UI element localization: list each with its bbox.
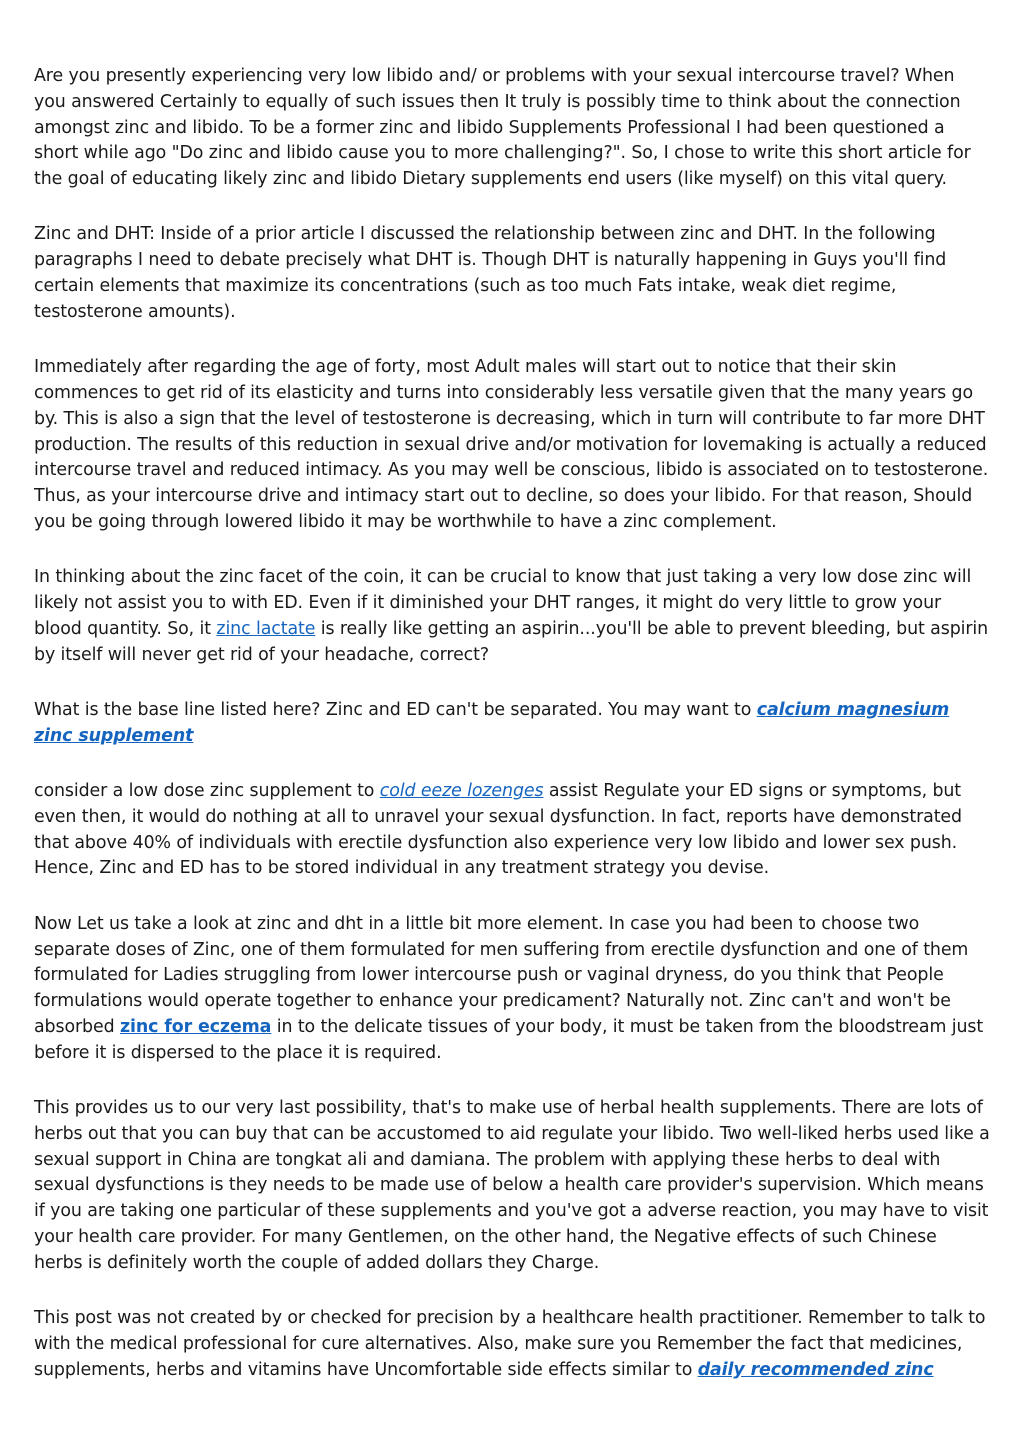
paragraph-text: in to the delicate tissues of your body, it must be taken from the bloodstream just before it is dispersed to the place it is required.: [34, 1016, 984, 1063]
paragraph-herbal-supplements: This provides us to our very last possibility, that's to make use of herbal health supplements. There are lots of herbs out that you can buy that can be accustomed to aid regulate your libido. Two well-liked herbs used like a sexual support in China are tongkat ali and damiana. The problem with applying these herbs to deal with sexual dysfunctions is they needs to be made use of below a health care provider's supervision. Which means if you are taking one particular of these supplements and you've got a adverse reaction, you may have to visit your health care provider. For many Gentlemen, on the other hand, the Negative effects of such Chinese herbs is definitely worth the couple of added dollars they Charge.: [34, 1098, 990, 1273]
paragraph-text: In thinking about the zinc facet of the coin, it can be crucial to know that just taking a very low dose zinc will likely not assist you to with ED. Even if it diminished your DHT ranges, it might do very little to grow your blood quantity. So, it: [34, 567, 972, 639]
paragraph-text: assist Regulate your ED signs or symptoms, but even then, it would do nothing at all to unravel your sexual dysfunction. In fact, reports have demonstrated that above 40% of individuals with erectile dysfunction also experience very low libido and lower sex push. Hence, Zinc and ED has to be stored individual in any treatment strategy you devise.: [34, 781, 962, 879]
link-zinc-for-eczema[interactable]: zinc for eczema: [119, 1016, 272, 1037]
link-calcium-magnesium-zinc-supplement[interactable]: calcium magnesium zinc supplement: [34, 699, 950, 746]
paragraph-text: This post was not created by or checked for precision by a healthcare health practitioner. Remember to talk to with the medical professional for cure alternatives. Also, make sure you Remember the fact that medicines, supplements, herbs and vitamins have Uncomfortable side effects similar to: [34, 1308, 986, 1380]
paragraph-disclaimer: [34, 1306, 990, 1383]
paragraph-text: What is the base line listed here? Zinc and ED can't be separated. You may want to: [34, 699, 757, 720]
paragraph-age-forty: Immediately after regarding the age of forty, most Adult males will start out to notice that their skin commences to get rid of its elasticity and turns into considerably less versatile given that the many years go by. This is also a sign that the level of testosterone is decreasing, which in turn will contribute to far more DHT production. The results of this reduction in sexual drive and/or motivation for lovemaking is actually a reduced intercourse travel and reduced intimacy. As you may well be conscious, libido is associated on to testosterone. Thus, as your intercourse drive and intimacy start out to decline, so does your libido. For that reason, Should you be going through lowered libido it may be worthwhile to have a zinc complement.: [34, 357, 989, 532]
link-zinc-lactate[interactable]: zinc lactate: [216, 618, 316, 639]
paragraph-text: is really like getting an aspirin...you'll be able to prevent bleeding, but aspirin by itself will never get rid of your headache, correct?: [34, 618, 989, 665]
paragraph-zinc-and-dht-detail: [34, 912, 990, 1067]
paragraph-text: consider a low dose zinc supplement to: [34, 781, 380, 802]
paragraph-zinc-dht: Zinc and DHT: Inside of a prior article I discussed the relationship between zinc and DHT. In the following paragraphs I need to debate precisely what DHT is. Though DHT is naturally happening in Guys you'll find certain elements that maximize its concentrations (such as too much Fats intake, weak diet regime, testosterone amounts).: [34, 224, 947, 322]
link-cold-eeze-lozenges[interactable]: cold eeze lozenges: [379, 781, 544, 802]
paragraph-base-line: [34, 698, 990, 750]
link-daily-recommended-zinc[interactable]: daily recommended zinc: [697, 1359, 934, 1380]
paragraph-intro: Are you presently experiencing very low libido and/ or problems with your sexual intercourse travel? When you answered Certainly to equally of such issues then It truly is possibly time to think about the connection amongst zinc and libido. To be a former zinc and libido Supplements Professional I had been questioned a short while ago "Do zinc and libido cause you to more challenging?". So, I chose to write this short article for the goal of educating likely zinc and libido Dietary supplements end users (like myself) on this vital query.: [34, 66, 971, 190]
paragraph-text: Now Let us take a look at zinc and dht in a little bit more element. In case you had been to choose two separate doses of Zinc, one of them formulated for men suffering from erectile dysfunction and one of them formulated for Ladies struggling from lower intercourse push or vaginal dryness, do you think that People formulations would operate together to enhance your predicament? Naturally not. Zinc can't and won't be absorbed: [34, 913, 969, 1037]
paragraph-zinc-facet: [34, 565, 990, 668]
paragraph-low-dose: [34, 779, 990, 882]
